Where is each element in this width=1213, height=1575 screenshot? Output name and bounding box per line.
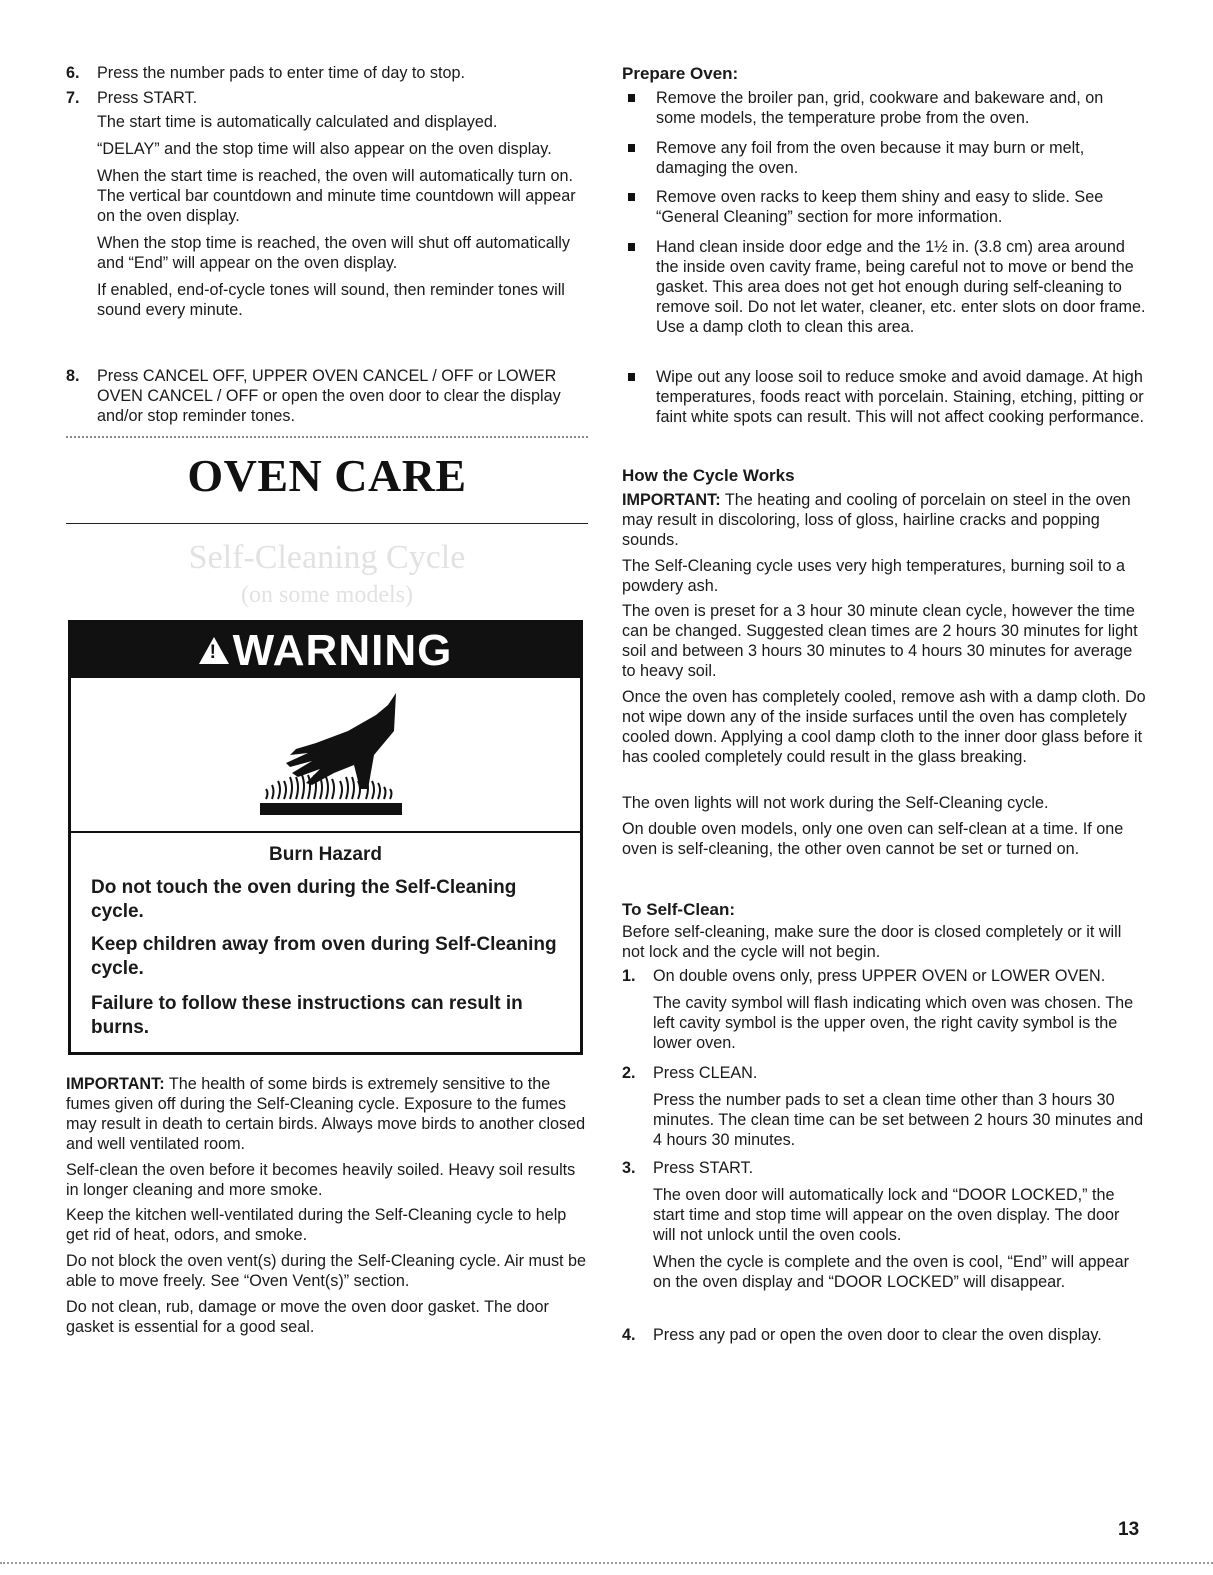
warning-divider bbox=[71, 831, 580, 833]
bottom-dotted-border bbox=[0, 1562, 1213, 1564]
important-birds-paragraph bbox=[66, 1074, 588, 1154]
bullet-icon bbox=[628, 243, 635, 251]
bullet-text: Remove the broiler pan, grid, cookware and bakeware and, on some models, the temperature probe from the oven. bbox=[656, 89, 1104, 127]
step-text: Press the number pads to set a clean time other than 3 hours 30 minutes. The clean time can be set between 2 hours 30 minutes and 4 hours 30 minutes. bbox=[653, 1091, 1144, 1149]
step-number: 7. bbox=[66, 89, 80, 107]
paragraph: The oven lights will not work during the Self-Cleaning cycle. bbox=[622, 794, 1049, 812]
bullet-item bbox=[622, 187, 1146, 227]
important-text: The health of some birds is extremely sensitive to the fumes given off during the Self-Cleaning cycle. Exposure to the fumes may result in death to certain birds. Always move birds to another closed and well ventilated room. bbox=[66, 1075, 586, 1153]
paragraph: The Self-Cleaning cycle uses very high temperatures, burning soil to a powdery ash. bbox=[622, 557, 1125, 595]
bullet-icon bbox=[628, 193, 635, 201]
burn-hazard-hand-icon bbox=[256, 691, 406, 816]
section-title: OVEN CARE bbox=[187, 450, 467, 501]
bullet-item bbox=[622, 237, 1146, 337]
paragraph: Keep the kitchen well-ventilated during the Self-Cleaning cycle to help get rid of heat, odors, and smoke. bbox=[66, 1206, 567, 1244]
step-text: “DELAY” and the stop time will also appear on the oven display. bbox=[97, 140, 552, 158]
bullet-text: Hand clean inside door edge and the 1½ in. (3.8 cm) area around the inside oven cavity frame, being careful not to move or bend the gasket. This area does not get hot enough during self-cleaning to remove soil. Do not let water, cleaner, etc. enter slots on door frame. Use a damp cloth to clean this area. bbox=[656, 238, 1146, 336]
step-number: 8. bbox=[66, 367, 80, 385]
step-text: Press any pad or open the oven door to clear the oven display. bbox=[653, 1326, 1102, 1344]
self-clean-step-4 bbox=[622, 1325, 1146, 1345]
paragraph: Do not block the oven vent(s) during the Self-Cleaning cycle. Air must be able to move freely. See “Oven Vent(s)” section. bbox=[66, 1252, 587, 1290]
warning-box bbox=[68, 620, 583, 1055]
bullet-icon bbox=[628, 144, 635, 152]
step-text: If enabled, end-of-cycle tones will sound, then reminder tones will sound every minute. bbox=[97, 281, 565, 319]
page-number: 13 bbox=[1118, 1519, 1140, 1540]
paragraph: Do not clean, rub, damage or move the oven door gasket. The door gasket is essential for a good seal. bbox=[66, 1298, 549, 1336]
step-8 bbox=[66, 366, 588, 426]
step-text: When the cycle is complete and the oven is cool, “End” will appear on the oven display and “DOOR LOCKED” will disappear. bbox=[653, 1253, 1129, 1291]
bullet-icon bbox=[628, 94, 635, 102]
step-text: Press CANCEL OFF, UPPER OVEN CANCEL / OFF or LOWER OVEN CANCEL / OFF or open the oven door to clear the display and/or stop reminder tones. bbox=[97, 367, 561, 425]
step-text: The start time is automatically calculated and displayed. bbox=[97, 113, 498, 131]
step-number: 1. bbox=[622, 967, 636, 985]
step-7 bbox=[66, 88, 588, 320]
bullet-icon bbox=[628, 373, 635, 381]
subsection-note: (on some models) bbox=[241, 582, 413, 608]
self-clean-step-2 bbox=[622, 1063, 1146, 1150]
step-number: 4. bbox=[622, 1326, 636, 1344]
step-text: Press the number pads to enter time of day to stop. bbox=[97, 64, 466, 82]
step-text: Press START. bbox=[97, 89, 198, 107]
step-number: 3. bbox=[622, 1159, 636, 1177]
step-text: Press START. bbox=[653, 1159, 754, 1177]
step-number: 6. bbox=[66, 64, 80, 82]
self-clean-intro: Before self-cleaning, make sure the door is closed completely or it will not lock and the cycle will not begin. bbox=[622, 923, 1122, 961]
important-porcelain-paragraph bbox=[622, 490, 1146, 550]
warning-message: Keep children away from oven during Self-Cleaning cycle. bbox=[91, 934, 557, 979]
self-clean-step-1 bbox=[622, 966, 1146, 1053]
hazard-title: Burn Hazard bbox=[269, 844, 382, 865]
section-rule bbox=[66, 523, 588, 524]
important-label: IMPORTANT: bbox=[66, 1075, 165, 1093]
step-text: Press CLEAN. bbox=[653, 1064, 758, 1082]
important-label: IMPORTANT: bbox=[622, 491, 721, 509]
step-text: When the stop time is reached, the oven will shut off automatically and “End” will appear on the oven display. bbox=[97, 234, 570, 272]
bullet-item bbox=[622, 138, 1146, 178]
step-6 bbox=[66, 63, 588, 83]
step-text: The oven door will automatically lock and “DOOR LOCKED,” the start time and stop time will appear on the oven display. The door will not unlock until the oven cools. bbox=[653, 1186, 1120, 1244]
warning-triangle-icon: ! bbox=[199, 637, 229, 664]
bullet-text: Wipe out any loose soil to reduce smoke and avoid damage. At high temperatures, foods react with porcelain. Staining, etching, pitting or faint white spots can result. This will not affect cooking performance. bbox=[656, 368, 1144, 426]
paragraph: Once the oven has completely cooled, remove ash with a damp cloth. Do not wipe down any of the inside surfaces until the oven has completely cooled down. Applying a cool damp cloth to the inner door glass before it has cooled completely could result in the glass breaking. bbox=[622, 688, 1146, 766]
how-cycle-works-heading: How the Cycle Works bbox=[622, 466, 795, 485]
step-text: On double ovens only, press UPPER OVEN or LOWER OVEN. bbox=[653, 967, 1106, 985]
paragraph: The oven is preset for a 3 hour 30 minute clean cycle, however the time can be changed. Suggested clean times are 2 hours 30 minutes for light soil and between 3 hours 30 minutes to 4 hours 30 minutes for average to heavy soil. bbox=[622, 602, 1138, 680]
warning-header bbox=[71, 623, 580, 678]
to-self-clean-heading: To Self-Clean: bbox=[622, 900, 736, 919]
paragraph: On double oven models, only one oven can self-clean at a time. If one oven is self-cleaning, the other oven cannot be set or turned on. bbox=[622, 820, 1124, 858]
important-text: The heating and cooling of porcelain on steel in the oven may result in discoloring, loss of gloss, hairline cracks and popping sounds. bbox=[622, 491, 1131, 549]
warning-title: WARNING bbox=[232, 625, 453, 675]
step-text: When the start time is reached, the oven will automatically turn on. The vertical bar countdown and minute time countdown will appear on the oven display. bbox=[97, 167, 576, 225]
bullet-text: Remove oven racks to keep them shiny and easy to slide. See “General Cleaning” section for more information. bbox=[656, 188, 1104, 226]
bullet-item bbox=[622, 367, 1146, 427]
warning-message: Failure to follow these instructions can result in burns. bbox=[91, 993, 523, 1038]
self-clean-step-3 bbox=[622, 1158, 1146, 1292]
step-number: 2. bbox=[622, 1064, 636, 1082]
step-text: The cavity symbol will flash indicating which oven was chosen. The left cavity symbol is the upper oven, the right cavity symbol is the lower oven. bbox=[653, 994, 1134, 1052]
dotted-divider bbox=[66, 436, 588, 438]
prepare-oven-heading: Prepare Oven: bbox=[622, 64, 739, 83]
bullet-text: Remove any foil from the oven because it may burn or melt, damaging the oven. bbox=[656, 139, 1085, 177]
paragraph: Self-clean the oven before it becomes heavily soiled. Heavy soil results in longer cleaning and more smoke. bbox=[66, 1161, 576, 1199]
subsection-title: Self-Cleaning Cycle bbox=[188, 539, 466, 576]
warning-message: Do not touch the oven during the Self-Cleaning cycle. bbox=[91, 877, 517, 922]
bullet-item bbox=[622, 88, 1146, 128]
